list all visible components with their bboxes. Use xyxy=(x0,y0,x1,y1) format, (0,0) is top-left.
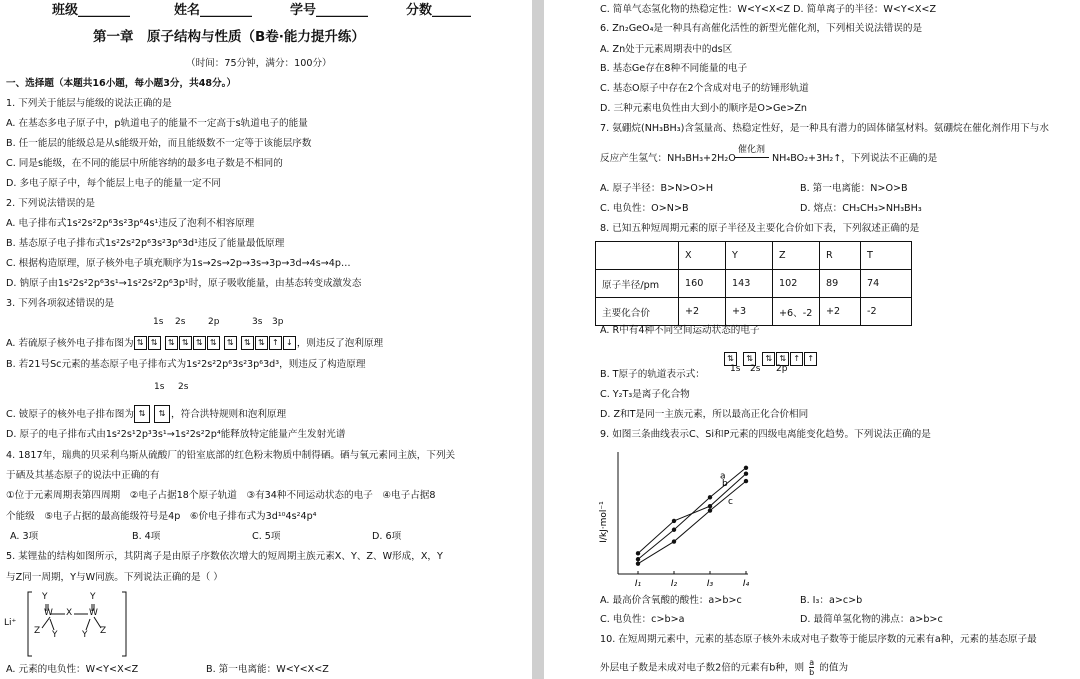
q4-option-c: C. 5项 xyxy=(252,531,281,542)
ionization-energy-chart xyxy=(598,448,748,588)
table-cell: 160 xyxy=(679,270,726,298)
table-cell: +2 xyxy=(820,298,861,326)
q7-equation-right: NH₄BO₂+3H₂↑，下列说法不正确的是 xyxy=(772,153,938,164)
class-field-label: 班级________ xyxy=(52,3,131,18)
q9-option-a: A. 最高价含氧酸的酸性：a>b>c xyxy=(600,595,742,606)
table-cell: R xyxy=(820,242,861,270)
data-point-a xyxy=(708,495,712,499)
q7-equation-left: 反应产生氢气：NH₃BH₃+2H₂O xyxy=(600,153,736,164)
q2-option-c: C. 根据构造原理，原子核外电子填充顺序为1s→2s→2p→3s→3p→3d→4s→4p… xyxy=(6,258,351,269)
data-point-b xyxy=(672,519,676,523)
q2-option-b: B. 基态原子电子排布式1s²2s²2p⁶3s²3p⁶3d¹违反了能量最低原理 xyxy=(6,238,285,249)
section-heading: 一、选择题（本题共16小题，每小题3分，共48分。） xyxy=(6,78,237,89)
data-point-a xyxy=(744,466,748,470)
atom-label: X xyxy=(66,608,73,618)
data-point-a xyxy=(672,528,676,532)
table-cell: Z xyxy=(773,242,820,270)
table-cell: Y xyxy=(726,242,773,270)
table-cell: +3 xyxy=(726,298,773,326)
student-id-field-label: 学号________ xyxy=(290,3,369,18)
table-header-row xyxy=(596,242,912,270)
catalyst-label: 催化剂 xyxy=(738,145,766,155)
atom-label: Y xyxy=(82,630,88,640)
orbital-label: 1s xyxy=(730,364,741,374)
x-tick-label: I₁ xyxy=(634,579,642,589)
q7-option-b: B. 第一电离能：N>O>B xyxy=(800,183,908,194)
series-line-b xyxy=(638,471,746,554)
q3-option-b: B. 若21号Sc元素的基态原子电子排布式为1s²2s²2p⁶3s²3p⁶3d³，则违反了构造原理 xyxy=(6,359,366,370)
series-line-c xyxy=(638,478,746,564)
q3-stem: 3. 下列各项叙述错误的是 xyxy=(6,298,115,309)
table-cell: 143 xyxy=(726,270,773,298)
table-cell: +6、-2 xyxy=(773,298,820,326)
q8-data-table xyxy=(595,241,912,326)
left-page xyxy=(0,0,532,679)
y-axis-label: I/kJ·mol⁻¹ xyxy=(599,501,609,543)
atom-label: Y xyxy=(42,592,48,602)
q6-option-b: B. 基态Ge存在8种不同能量的电子 xyxy=(600,63,748,74)
q8-option-c: C. Y₂T₃是离子化合物 xyxy=(600,389,690,400)
atom-label: W xyxy=(44,608,53,618)
q5-stem-line1: 5. 某锂盐的结构如图所示，其阴离子是由原子序数依次增大的短周期主族元素X、Y、Z、W形成，X，Y xyxy=(6,551,443,562)
fraction-numerator: a xyxy=(809,658,815,667)
q3-option-a-text: A. 若硫原子核外电子排布图为 xyxy=(6,338,134,349)
table-cell: 89 xyxy=(820,270,861,298)
q1-option-d: D. 多电子原子中，每个能层上电子的能量一定不同 xyxy=(6,178,221,189)
q10-stem-line1: 10. 在短周期元素中，元素的基态原子核外未成对电子数等于能层序数的元素有a种，元素的基态原子最 xyxy=(600,634,1037,645)
orbital-label: 2p xyxy=(208,317,220,327)
data-point-c xyxy=(744,479,748,483)
x-tick-label: I₃ xyxy=(706,579,714,589)
structure-bonds xyxy=(4,590,134,660)
q1-option-c: C. 同是s能级，在不同的能层中所能容纳的最多电子数是不相同的 xyxy=(6,158,283,169)
data-point-b xyxy=(636,551,640,555)
q2-option-d: D. 钠原子由1s²2s²2p⁶3s¹→1s²2s²2p⁶3p¹时，原子吸收能量，由基态转变成激发态 xyxy=(6,278,362,289)
q9-option-c: C. 电负性：c>b>a xyxy=(600,614,685,625)
data-point-b xyxy=(708,504,712,508)
q3-option-d: D. 原子的电子排布式由1s²2s¹2p³3s¹→1s²2s²2p⁴能释放特定能量产生发射光谱 xyxy=(6,429,346,440)
q2-stem: 2. 下列说法错误的是 xyxy=(6,198,95,209)
q8-option-b: B. T原子的轨道表示式： xyxy=(600,369,705,380)
q5-option-a: A. 元素的电负性：W<Y<X<Z xyxy=(6,664,139,675)
atom-label: Z xyxy=(100,626,107,636)
atom-label: Y xyxy=(90,592,96,602)
atom-label: W xyxy=(89,608,98,618)
q7-option-a: A. 原子半径：B>N>O>H xyxy=(600,183,714,194)
data-point-b xyxy=(744,472,748,476)
data-point-a xyxy=(636,557,640,561)
q8-stem: 8. 已知五种短周期元素的原子半径及主要化合价如下表，下列叙述正确的是 xyxy=(600,223,920,234)
q8-option-d: D. Z和T是同一主族元素，所以最高正化合价相同 xyxy=(600,409,809,420)
orbital-label: 1s xyxy=(153,317,164,327)
q1-option-b: B. 任一能层的能级总是从s能级开始，而且能级数不一定等于该能层序数 xyxy=(6,138,312,149)
q3-option-c-suffix: ，符合洪特规则和泡利原理 xyxy=(171,409,287,420)
q4-stem-line2: 于硒及其基态原子的说法中正确的有 xyxy=(6,470,160,481)
q6-option-c: C. 基态O原子中存在2个含成对电子的纺锤形轨道 xyxy=(600,83,809,94)
data-point-c xyxy=(636,561,640,565)
orbital-label: 3s xyxy=(252,317,263,327)
q4-option-b: B. 4项 xyxy=(132,531,161,542)
table-row xyxy=(596,298,912,326)
orbital-diagram: ⇅ ⇅ ⇅ ⇅ ↑ ↑ xyxy=(724,348,818,367)
q7-option-c: C. 电负性：O>N>B xyxy=(600,203,689,214)
q3-option-a xyxy=(6,336,383,350)
atom-label: Y xyxy=(52,630,58,640)
orbital-label: 2p xyxy=(776,364,788,374)
orbital-label: 1s xyxy=(154,382,165,392)
q4-stem-line1: 4. 1817年，瑞典的贝采利乌斯从硫酸厂的铅室底部的红色粉末物质中制得硒。硒与氧元素同主族，下列关 xyxy=(6,450,456,461)
q10-stem-text: 外层电子数是未成对电子数2倍的元素有b种，则 xyxy=(600,662,805,674)
reaction-arrow xyxy=(735,157,769,158)
q3-option-a-suffix: ，则违反了泡利原理 xyxy=(296,338,384,349)
table-cell: +2 xyxy=(679,298,726,326)
orbital-diagram: ⇅ ⇅ xyxy=(134,409,171,420)
table-cell: 原子半径/pm xyxy=(596,270,679,298)
q5-options-cd: C. 简单气态氢化物的热稳定性：W<Y<X<Z D. 简单离子的半径：W<Y<X<Z xyxy=(600,4,937,15)
q5-stem-line2: 与Z同一周期，Y与W同族。下列说法正确的是（ ） xyxy=(6,572,223,583)
table-cell: 主要化合价 xyxy=(596,298,679,326)
orbital-diagram: ⇅ ⇅ ⇅ ⇅ ⇅ ⇅ ⇅ ⇅ ⇅ ↑ ↓ xyxy=(134,338,297,349)
table-cell: 74 xyxy=(861,270,912,298)
q4-option-d: D. 6项 xyxy=(372,531,402,542)
x-tick-label: I₄ xyxy=(742,579,750,589)
lithium-ion-label: Li⁺ xyxy=(4,618,17,628)
q9-stem: 9. 如图三条曲线表示C、Si和P元素的四级电离能变化趋势。下列说法正确的是 xyxy=(600,429,931,440)
fraction-denominator: b xyxy=(809,668,815,677)
series-label: a xyxy=(720,471,726,482)
q10-stem-line2 xyxy=(600,658,848,677)
q10-stem-suffix: 的值为 xyxy=(819,662,849,674)
q7-stem: 7. 氨硼烷(NH₃BH₃)含氢量高、热稳定性好，是一种具有潜力的固体储氢材料。氨硼烷在催化剂作用下与水 xyxy=(600,123,1049,134)
q3-option-c-text: C. 铍原子的核外电子排布图为 xyxy=(6,409,134,420)
q4-option-a: A. 3项 xyxy=(10,531,39,542)
q4-items-line1: ①位于元素周期表第四周期 ②电子占据18个原子轨道 ③有34种不同运动状态的电子 ④电子占据8 xyxy=(6,490,436,501)
q1-option-a: A. 在基态多电子原子中，p轨道电子的能量不一定高于s轨道电子的能量 xyxy=(6,118,308,129)
series-label: b xyxy=(722,478,728,489)
series-label: c xyxy=(728,496,733,507)
q7-option-d: D. 熔点：CH₃CH₃>NH₃BH₃ xyxy=(800,203,922,214)
fraction xyxy=(809,658,814,677)
table-cell: 102 xyxy=(773,270,820,298)
q9-option-d: D. 最简单氢化物的沸点：a>b>c xyxy=(800,614,943,625)
table-cell: T xyxy=(861,242,912,270)
orbital-label: 3p xyxy=(272,317,284,327)
right-page xyxy=(544,0,1080,679)
q2-option-a: A. 电子排布式1s²2s²2p⁶3s²3p⁶4s¹违反了泡利不相容原理 xyxy=(6,218,255,229)
orbital-label: 2s xyxy=(750,364,761,374)
orbital-label: 2s xyxy=(175,317,186,327)
table-cell: -2 xyxy=(861,298,912,326)
q8-option-a: A. R中有4种不同空间运动状态的电子 xyxy=(600,325,760,336)
q6-stem: 6. Zn₂GeO₄是一种具有高催化活性的新型光催化剂，下列相关说法错误的是 xyxy=(600,23,923,34)
table-cell: X xyxy=(679,242,726,270)
q9-option-b: B. I₃：a>c>b xyxy=(800,595,863,606)
orbital-label: 2s xyxy=(178,382,189,392)
q3-option-c xyxy=(6,405,286,423)
exam-time-info: （时间：75分钟，满分：100分） xyxy=(186,58,332,69)
name-field-label: 姓名________ xyxy=(174,3,253,18)
q5-structure-diagram xyxy=(4,590,134,660)
q4-items-line2: 个能级 ⑤电子占据的最高能级符号是4p ⑥价电子排布式为3d¹⁰4s²4p⁴ xyxy=(6,511,317,522)
table-row xyxy=(596,270,912,298)
x-tick-label: I₂ xyxy=(670,579,678,589)
data-point-c xyxy=(708,508,712,512)
q6-option-a: A. Zn处于元素周期表中的ds区 xyxy=(600,44,733,55)
q5-option-b: B. 第一电离能：W<Y<X<Z xyxy=(206,664,329,675)
q1-stem: 1. 下列关于能层与能级的说法正确的是 xyxy=(6,98,172,109)
page-title: 第一章 原子结构与性质（B卷·能力提升练） xyxy=(93,29,365,45)
atom-label: Z xyxy=(34,626,41,636)
table-cell xyxy=(596,242,679,270)
score-field-label: 分数______ xyxy=(406,3,472,18)
q6-option-d: D. 三种元素电负性由大到小的顺序是O>Ge>Zn xyxy=(600,103,808,114)
data-point-c xyxy=(672,539,676,543)
